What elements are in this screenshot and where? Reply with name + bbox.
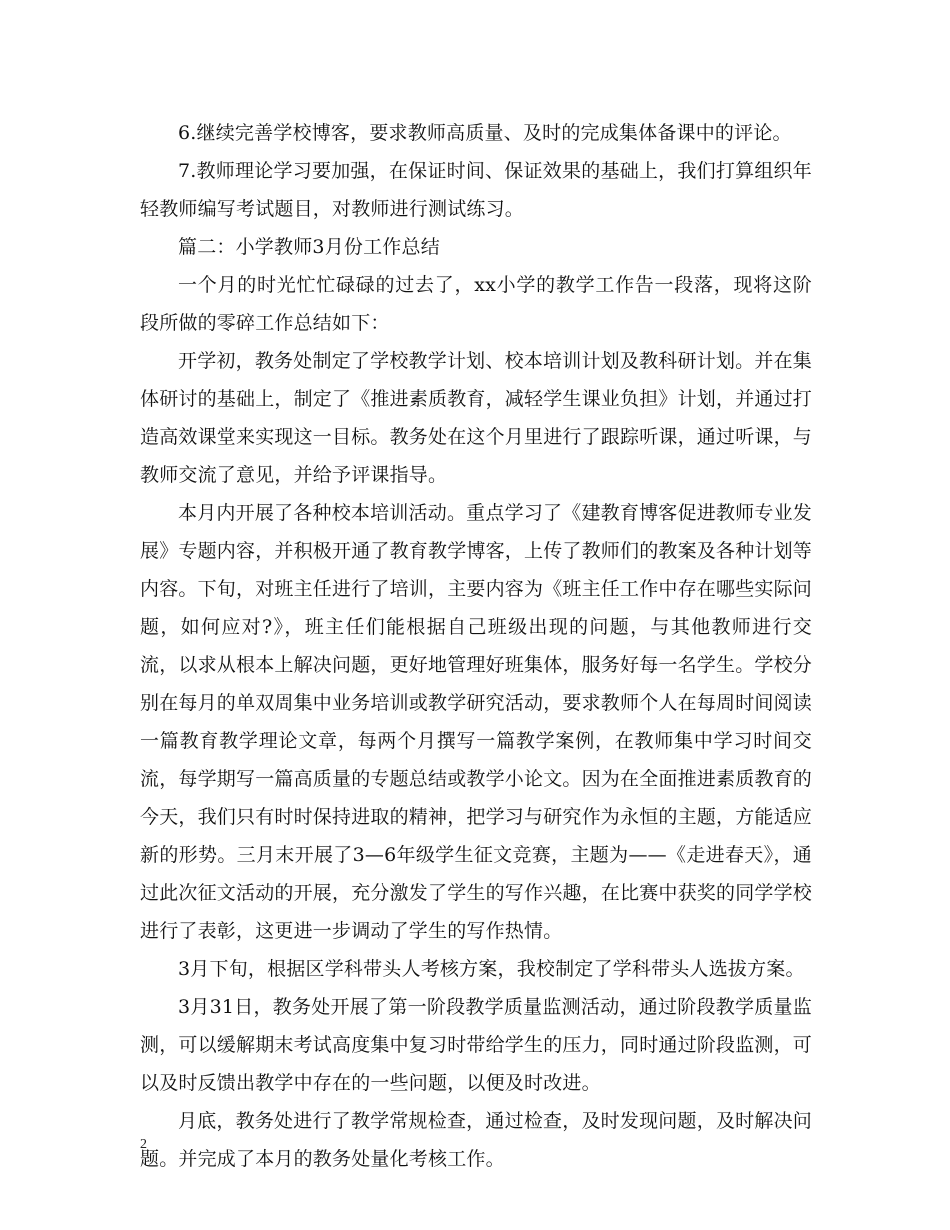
paragraph-march-31: 3月31日，教务处开展了第一阶段教学质量监测活动，通过阶段教学质量监测，可以缓解期末考试高度集中复习时带给学生的压力，同时通过阶段监测，可以及时反馈出教学中存在的一些问题，以便及时改进。 xyxy=(140,996,813,1094)
paragraph-month-end: 月底，教务处进行了教学常规检查，通过检查，及时发现问题，及时解决问题。并完成了本月的教务处量化考核工作。 xyxy=(140,1110,812,1170)
document-body xyxy=(140,114,812,1178)
section-heading: 篇二：小学教师3月份工作总结 xyxy=(178,236,440,258)
paragraph-start-of-term: 开学初，教务处制定了学校教学计划、校本培训计划及教科研计划。并在集体研讨的基础上，制定了《推进素质教育，减轻学生课业负担》计划，并通过打造高效课堂来实现这一目标。教务处在这个月里进行了跟踪听课，通过听课，与教师交流了意见，并给予评课指导。 xyxy=(140,350,813,486)
paragraph-training: 本月内开展了各种校本培训活动。重点学习了《建教育博客促进教师专业发展》专题内容，并积极开通了教育教学博客，上传了教师们的教案及各种计划等内容。下旬，对班主任进行了培训，主要内容为《班主任工作中存在哪些实际问题，如何应对?》，班主任们能根据自己班级出现的问题，与其他教师进行交流，以求从根本上解决问题，更好地管理好班集体，服务好每一名学生。学校分别在每月的单双周集中业务培训或教学研究活动，要求教师个人在每周时间阅读一篇教育教学理论文章，每两个月撰写一篇教学案例，在教师集中学习时间交流，每学期写一篇高质量的专题总结或教学小论文。因为在全面推进素质教育的今天，我们只有时时保持进取的精神，把学习与研究作为永恒的主题，方能适应新的形势。三月末开展了3—6年级学生征文竞赛，主题为——《走进春天》，通过此次征文活动的开展，充分激发了学生的写作兴趣，在比赛中获奖的同学学校进行了表彰，这更进一步调动了学生的写作热情。 xyxy=(140,502,813,942)
paragraph-item-7: 7.教师理论学习要加强，在保证时间、保证效果的基础上，我们打算组织年轻教师编写考试题目，对教师进行测试练习。 xyxy=(140,160,812,220)
paragraph-intro: 一个月的时光忙忙碌碌的过去了，xx小学的教学工作告一段落，现将这阶段所做的零碎工作总结如下： xyxy=(140,274,812,334)
paragraph-item-6: 6.继续完善学校博客，要求教师高质量、及时的完成集体备课中的评论。 xyxy=(178,122,792,144)
paragraph-late-march: 3月下旬，根据区学科带头人考核方案，我校制定了学科带头人选拔方案。 xyxy=(178,958,805,980)
page-number: 2 xyxy=(140,1137,147,1152)
